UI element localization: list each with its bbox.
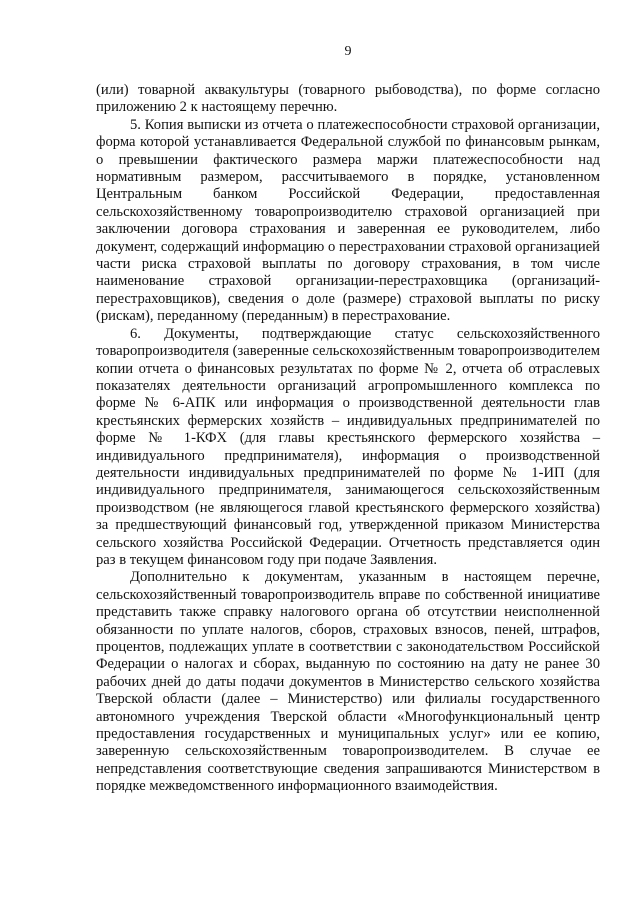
paragraph-item-6: 6. Документы, подтверждающие статус сельскохозяйственного товаропроизводителя (заверенные сельскохозяйственным товаропроизводителем копии отчета о финансовых результатах по форме № 2, отчета об отраслевых показателях деятельности организаций агропромышленного комплекса по форме № 6-АПК или информация о производственной деятельности глав крестьянских фермерских хозяйств – индивидуальных предпринимателей по форме № 1-КФХ (для главы крестьянского фермерского хозяйства – индивидуального предпринимателя), информация о производственной деятельности индивидуальных предпринимателей по форме № 1-ИП (для индивидуального предпринимателя, занимающегося сельскохозяйственным производством (не являющегося главой крестьянского фермерского хозяйства) за предшествующий финансовый год, утвержденной приказом Министерства сельского хозяйства Российской Федерации. Отчетность представляется один раз в текущем финансовом году при подаче Заявления. <box>96 325 600 568</box>
paragraph-additional: Дополнительно к документам, указанным в настоящем перечне, сельскохозяйственный товаропроизводитель вправе по собственной инициативе представить также справку налогового органа об отсутствии неисполненной обязанности по уплате налогов, сборов, страховых взносов, пеней, штрафов, процентов, подлежащих уплате в соответствии с законодательством Российской Федерации о налогах и сборах, выданную по состоянию на дату не ранее 30 рабочих дней до даты подачи документов в Министерство сельского хозяйства Тверской области (далее – Министерство) или филиалы государственного автономного учреждения Тверской области «Многофункциональный центр предоставления государственных и муниципальных услуг» или ее копию, заверенную сельскохозяйственным товаропроизводителем. В случае ее непредставления соответствующие сведения запрашиваются Министерством в порядке межведомственного информационного взаимодействия. <box>96 569 600 795</box>
page-number: 9 <box>344 44 352 59</box>
paragraph-item-5: 5. Копия выписки из отчета о платежеспособности страховой организации, форма которой устанавливается Федеральной службой по финансовым рынкам, о превышении фактического размера маржи платежеспособности над нормативным размером, рассчитываемого в порядке, установленном Центральным банком Российской Федерации, предоставленная сельскохозяйственному товаропроизводителю страховой организацией при заключении договора страхования и заверенная ее руководителем, либо документ, содержащий информацию о перестраховании страховой организацией части риска страховой выплаты по договору страхования, в том числе наименование страховой организации-перестраховщика (организаций-перестраховщиков), сведения о доле (размере) страховой выплаты по риску (рискам), переданному (переданным) в перестрахование. <box>96 116 600 325</box>
paragraph-continuation: (или) товарной аквакультуры (товарного рыбоводства), по форме согласно приложению 2 к настоящему перечню. <box>96 82 600 116</box>
